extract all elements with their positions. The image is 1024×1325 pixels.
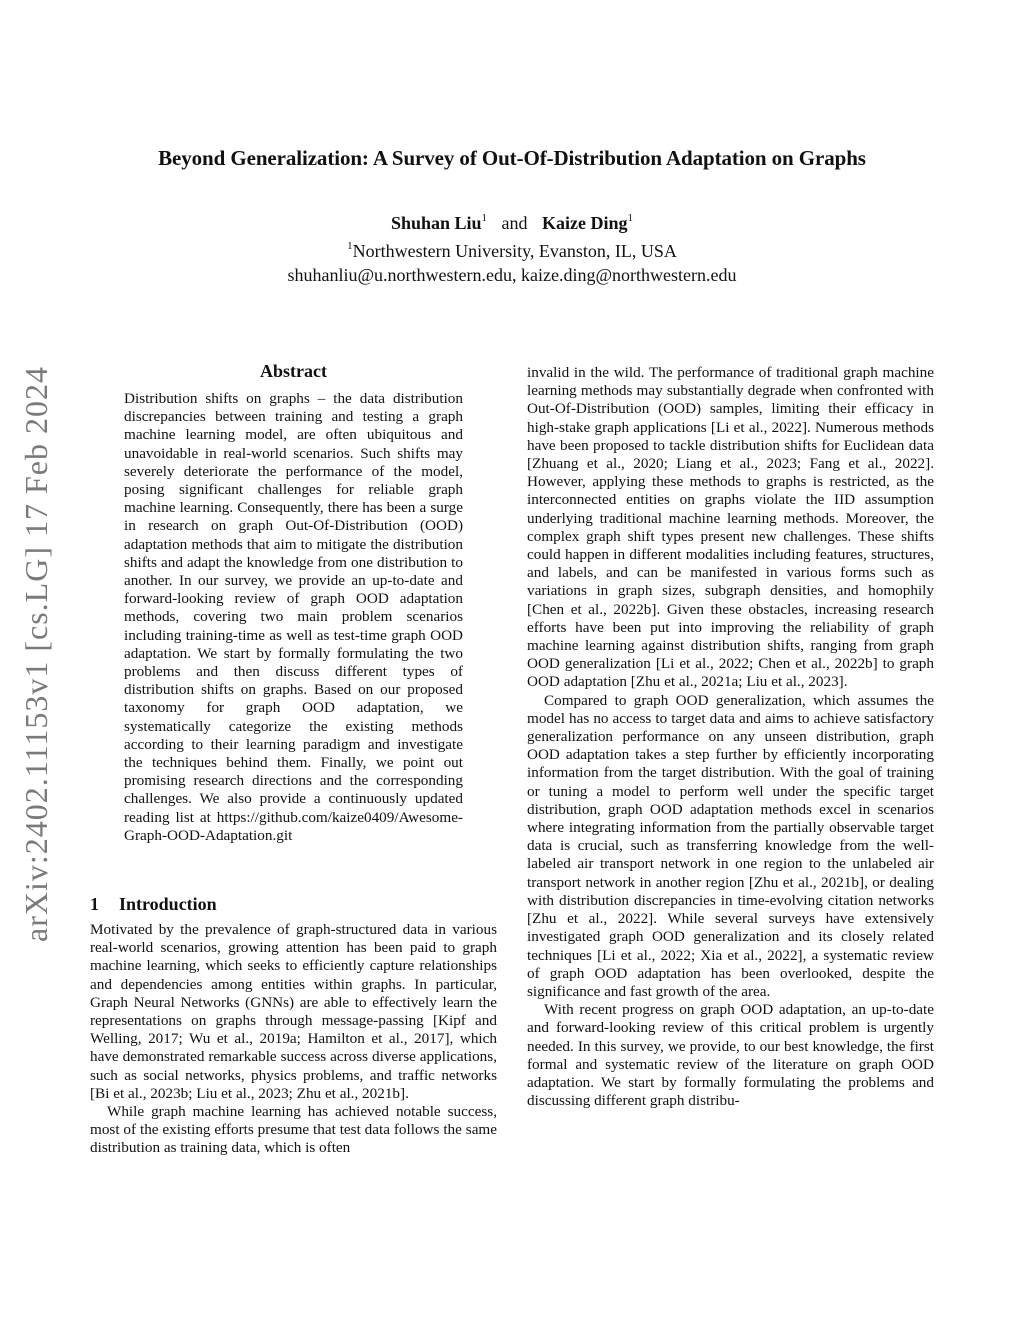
author-name-2: Kaize Ding: [542, 213, 628, 233]
section-number: 1: [90, 894, 99, 914]
section-title: Introduction: [119, 894, 217, 914]
author-separator: and: [501, 213, 528, 233]
intro-paragraph-2: While graph machine learning has achieved notable success, most of the existing efforts presume that test data follows the same distribution as training data, which is often: [90, 1103, 497, 1157]
intro-paragraph-3: Compared to graph OOD generalization, which assumes the model has no access to target data and aims to achieve satisfactory generalization performance on any unseen distribution, graph OOD adaptation takes a step further by efficiently incorporating information from the target distribution. With the goal of training or tuning a model to perform well under the specific target distribution, graph OOD adaptation methods excel in scenarios where integrating information from the partially observable target data is crucial, such as transferring knowledge from the well-labeled air transport network in one region to the unlabeled air transport network in another region [Zhu et al., 2021b], or dealing with distribution discrepancies in time-evolving citation networks [Zhu et al., 2022]. While several surveys have extensively investigated graph OOD generalization and its closely related techniques [Li et al., 2022; Xia et al., 2022], a systematic review of graph OOD adaptation has been overlooked, despite the significance and fast growth of the area.: [527, 691, 934, 1000]
affiliation-mark: 1: [347, 240, 353, 252]
author-name-1: Shuhan Liu: [390, 213, 482, 233]
affiliation-text: Northwestern University, Evanston, IL, USA: [352, 241, 677, 261]
left-column-body: [90, 921, 497, 1158]
author-affil-mark-2: 1: [627, 212, 634, 224]
author-affil-mark-1: 1: [481, 212, 488, 224]
intro-paragraph-1: Motivated by the prevalence of graph-structured data in various real-world scenarios, growing attention has been paid to graph machine learning, which seeks to efficiently capture relationships and dependencies among entities within graphs. In particular, Graph Neural Networks (GNNs) are able to effectively learn the representations on graphs through message-passing [Kipf and Welling, 2017; Wu et al., 2019a; Hamilton et al., 2017], which have demonstrated remarkable success across diverse applications, such as social networks, physics problems, and traffic networks [Bi et al., 2023b; Liu et al., 2023; Zhu et al., 2021b].: [90, 921, 497, 1102]
abstract-heading: Abstract: [260, 361, 327, 381]
arxiv-identifier-stamp: arXiv:2402.11153v1 [cs.LG] 17 Feb 2024: [18, 366, 54, 942]
affiliation: [0, 241, 1024, 262]
intro-paragraph-4: With recent progress on graph OOD adaptation, an up-to-date and forward-looking review of this critical problem is urgently needed. In this survey, we provide, to our best knowledge, the first formal and systematic review of the literature on graph OOD adaptation. We start by formally formulating the problems and discussing different graph distribu-: [527, 1001, 934, 1110]
right-column-body: [527, 364, 934, 1110]
author-line: [0, 213, 1024, 234]
intro-paragraph-2-continued: invalid in the wild. The performance of traditional graph machine learning methods may substantially degrade when confronted with Out-Of-Distribution (OOD) samples, limiting their efficacy in high-stake graph applications [Li et al., 2022]. Numerous methods have been proposed to tackle distribution shifts for Euclidean data [Zhuang et al., 2020; Liang et al., 2023; Fang et al., 2022]. However, applying these methods to graphs is restricted, as the interconnected entities on graphs violate the IID assumption underlying traditional machine learning methods. Moreover, the complex graph shift types present new challenges. These shifts could happen in different modalities including features, structures, and labels, and can be manifested in various forms such as variations in graph sizes, subgraph densities, and homophily [Chen et al., 2022b]. Given these obstacles, increasing research efforts have been put into improving the reliability of graph machine learning against distribution shifts, ranging from graph OOD generalization [Li et al., 2022; Chen et al., 2022b] to graph OOD adaptation [Zhu et al., 2021a; Liu et al., 2023].: [527, 364, 934, 691]
section-heading-introduction: [90, 894, 217, 915]
abstract-body: Distribution shifts on graphs – the data distribution discrepancies between training and testing a graph machine learning model, are often ubiquitous and unavoidable in real-world scenarios. Such shifts may severely deteriorate the performance of the model, posing significant challenges for reliable graph machine learning. Consequently, there has been a surge in research on graph Out-Of-Distribution (OOD) adaptation methods that aim to mitigate the distribution shifts and adapt the knowledge from one distribution to another. In our survey, we provide an up-to-date and forward-looking review of graph OOD adaptation methods, covering two main problem scenarios including training-time as well as test-time graph OOD adaptation. We start by formally formulating the two problems and then discuss different types of distribution shifts on graphs. Based on our proposed taxonomy for graph OOD adaptation, we systematically categorize the existing methods according to their learning paradigm and investigate the techniques behind them. Finally, we point out promising research directions and the corresponding challenges. We also provide a continuously updated reading list at https://github.com/kaize0409/Awesome-Graph-OOD-Adaptation.git: [124, 390, 463, 844]
author-emails: shuhanliu@u.northwestern.edu, kaize.ding@northwestern.edu: [287, 265, 737, 285]
paper-title: Beyond Generalization: A Survey of Out-Of-Distribution Adaptation on Graphs: [158, 146, 866, 170]
